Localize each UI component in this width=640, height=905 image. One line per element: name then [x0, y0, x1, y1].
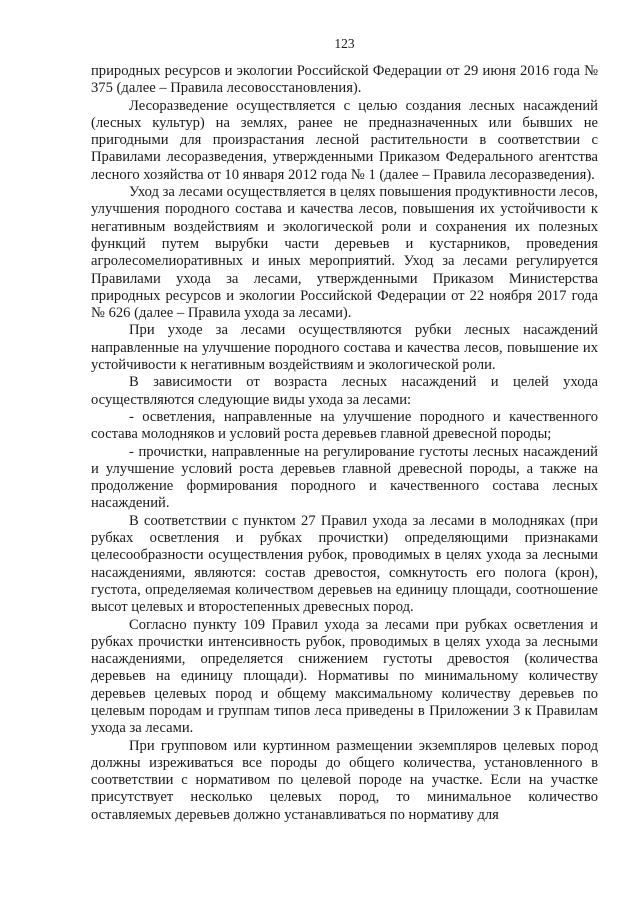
- paragraph-afforestation: Лесоразведение осуществляется с целью создания лесных насаждений (лесных культур) на землях, ранее не предназначенных или бывших не пригодными для произрастания лесной растительности в соответствии с Правилами лесоразведения, утвержденными Приказом Федерального агентства лесного хозяйства от 10 января 2012 года № 1 (далее – Правила лесоразведения).: [91, 97, 598, 183]
- paragraph-clause-109: Согласно пункту 109 Правил ухода за лесами при рубках осветления и рубках прочистки интенсивность рубок, проводимых в целях ухода за лесными насаждениями, определяется снижением густоты древостоя (количества деревьев на единицу площади). Нормативы по минимальному количеству деревьев целевых пород и общему максимальному количеству деревьев по целевым породам и группам типов леса приведены в Приложении 3 к Правилам ухода за лесами.: [91, 616, 598, 737]
- paragraph-forest-care: Уход за лесами осуществляется в целях повышения продуктивности лесов, улучшения породного состава и качества лесов, повышения их устойчивости к негативным воздействиям и экологической роли и сохранения их полезных функций путем вырубки части деревьев и кустарников, проведения агролесомелиоративных и иных мероприятий. Уход за лесами регулируется Правилами ухода за лесами, утвержденными Приказом Министерства природных ресурсов и экологии Российской Федерации от 22 ноября 2017 года № 626 (далее – Правила ухода за лесами).: [91, 184, 598, 322]
- list-item-cleaning: - прочистки, направленные на регулирование густоты лесных насаждений и улучшение условий роста деревьев главной древесной породы, а также на продолжение формирования породного и качественного состава лесных насаждений.: [91, 443, 598, 512]
- list-item-lightening: - осветления, направленные на улучшение породного и качественного состава молодняков и условий роста деревьев главной древесной породы;: [91, 408, 598, 443]
- paragraph-group-placement: При групповом или куртинном размещении экземпляров целевых пород должны изреживаться все породы до общего количества, установленного в соответствии с нормативом по целевой породе на участке. Если на участке присутствует несколько целевых пород, то минимальное количество оставляемых деревьев должно устанавливаться по нормативу для: [91, 737, 598, 823]
- paragraph-care-fellings: При уходе за лесами осуществляются рубки лесных насаждений направленные на улучшение породного состава и качества лесов, повышение их устойчивости к негативным воздействиям и экологической роли.: [91, 322, 598, 374]
- paragraph-continuation: природных ресурсов и экологии Российской Федерации от 29 июня 2016 года № 375 (далее – Правила лесовосстановления).: [91, 63, 598, 97]
- page-number: 123: [334, 36, 355, 51]
- paragraph-clause-27: В соответствии с пунктом 27 Правил ухода за лесами в молодняках (при рубках осветления и рубках прочистки) определяющими признаками целесообразности осуществления рубок, проводимых в целях ухода за лесными насаждениями, являются: состав древостоя, сомкнутость его полога (крон), густота, определяемая количеством деревьев на единицу площади, соотношение высот целевых и второстепенных древесных пород.: [91, 512, 598, 616]
- paragraph-care-types-intro: В зависимости от возраста лесных насаждений и целей ухода осуществляются следующие виды ухода за лесами:: [91, 374, 598, 408]
- document-body: [91, 63, 598, 824]
